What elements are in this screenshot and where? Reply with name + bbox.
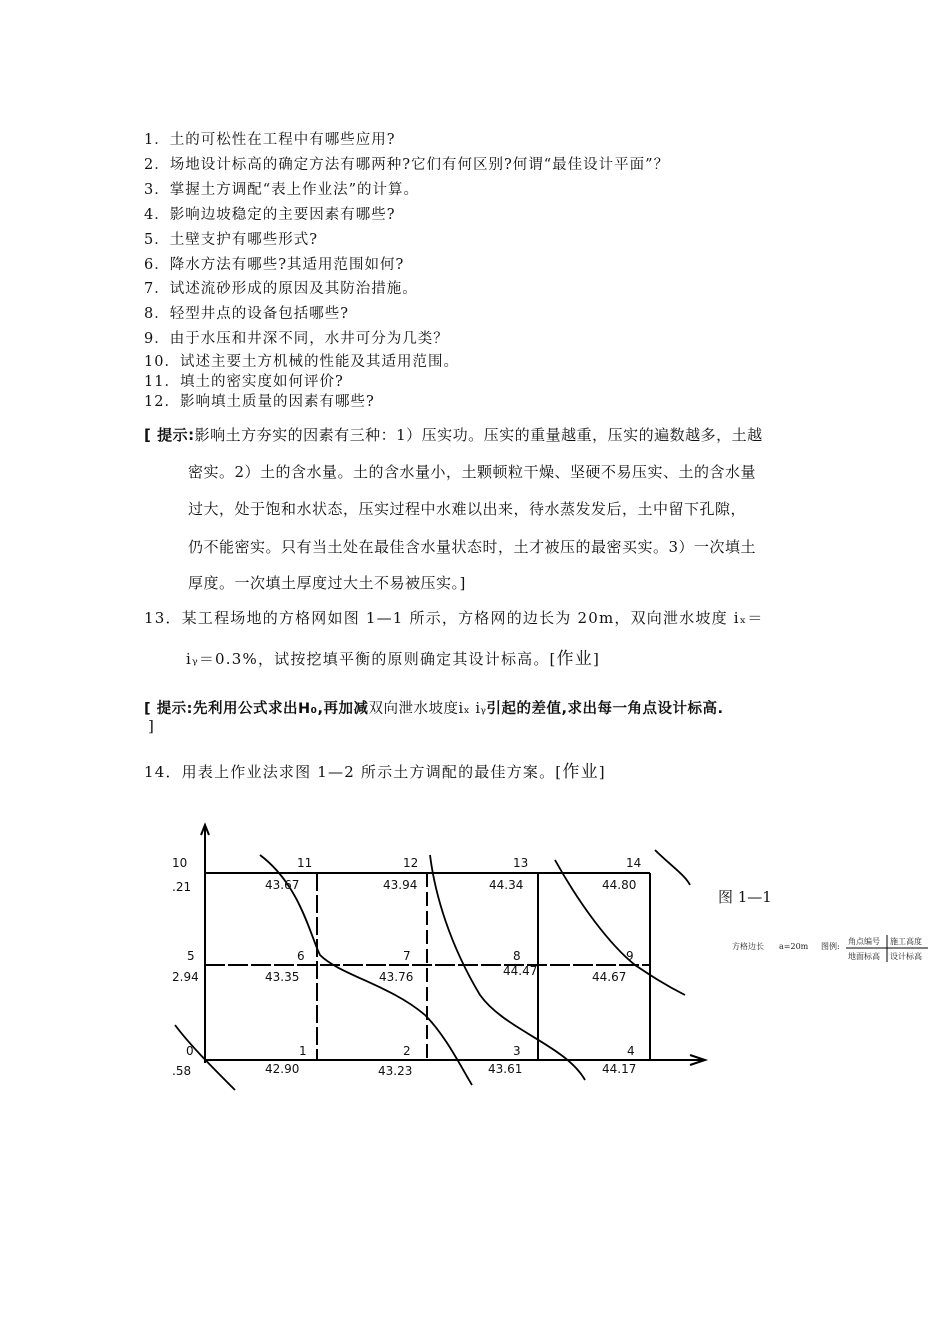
hint-12-line-3: 过大，处于饱和水状态，压实过程中水难以出来，待水蒸发发后，土中留下孔隙， (188, 500, 747, 518)
question-13-line-2 (186, 644, 600, 669)
question-5: 5．土壁支护有哪些形式? (144, 232, 318, 248)
figure-caption: 图 1—1 (718, 888, 772, 906)
elevation-1: 42.90 (265, 1062, 300, 1076)
corner-number-2: 2 (403, 1044, 411, 1058)
legend-side-label: 方格边长 (732, 942, 764, 951)
grid-figure (160, 815, 940, 1105)
legend-corner-number: 角点编号 (848, 937, 880, 946)
hint-label: 提示: (157, 426, 195, 444)
zero-line-4 (655, 850, 690, 885)
elevation-10: .21 (172, 880, 192, 894)
question-10: 10．试述主要土方机械的性能及其适用范围。 (144, 354, 459, 370)
question-11: 11．填土的密实度如何评价? (144, 374, 344, 390)
homework-tag-14: 作业 (562, 762, 599, 782)
corner-number-12: 12 (403, 856, 419, 870)
hint-12-line-2: 密实。2）土的含水量。土的含水量小，土颗顿粒干燥、坚硬不易压实、土的含水量 (188, 463, 757, 481)
question-14 (144, 757, 606, 782)
question-3: 3．掌握土方调配“表上作业法”的计算。 (144, 182, 420, 198)
corner-number-10: 10 (172, 856, 188, 870)
question-14-text: 14．用表上作业法求图 1—2 所示土方调配的最佳方案。[ (144, 763, 563, 781)
elevation-4: 44.17 (602, 1062, 637, 1076)
hint-13-close: ] (148, 717, 155, 735)
question-1: 1．土的可松性在工程中有哪些应用? (144, 132, 396, 148)
hint-12-line-5: 厚度。一次填土厚度过大土不易被压实。] (188, 574, 466, 592)
hint-12-line-4: 仍不能密实。只有当土处在最佳含水量状态时，土才被压的最密买实。3）一次填土 (188, 538, 757, 556)
elevation-11: 43.67 (265, 878, 300, 892)
corner-number-11: 11 (297, 856, 313, 870)
hint-13-part2: 双向泄水坡度iₓ iᵧ (368, 701, 487, 717)
elevation-12: 43.94 (383, 878, 418, 892)
elevation-8: 44.47 (503, 964, 538, 978)
hint-13-part3: 引起的差值,求出每一角点设计标高. (486, 701, 724, 717)
corner-number-7: 7 (403, 949, 411, 963)
legend-ground-elevation: 地面标高 (848, 952, 880, 961)
question-6: 6．降水方法有哪些?其适用范围如何? (144, 257, 405, 273)
corner-number-9: 9 (626, 949, 634, 963)
question-12: 12．影响填土质量的因素有哪些? (144, 394, 375, 410)
corner-number-1: 1 (299, 1044, 307, 1058)
homework-tag: 作业 (556, 649, 594, 669)
corner-number-14: 14 (626, 856, 642, 870)
corner-number-6: 6 (297, 949, 305, 963)
hint-12-line-1 (144, 424, 763, 445)
question-13-text: iᵧ＝0.3%，试按挖填平衡的原则确定其设计标高。[ (186, 650, 557, 668)
legend-construction-height: 施工高度 (890, 937, 922, 946)
legend-design-elevation: 设计标高 (890, 952, 922, 961)
elevation-0: .58 (172, 1064, 192, 1078)
corner-number-4: 4 (627, 1044, 635, 1058)
question-7: 7．试述流砂形成的原因及其防治措施。 (144, 281, 418, 297)
question-8: 8．轻型井点的设备包括哪些? (144, 306, 349, 322)
elevation-5: 2.94 (172, 970, 199, 984)
question-13-close: ] (593, 650, 601, 668)
legend-side-value: a=20m (779, 942, 809, 951)
elevation-7: 43.76 (379, 970, 414, 984)
hint-13-line-1 (144, 697, 724, 718)
question-13-line-1: 13．某工程场地的方格网如图 1—1 所示，方格网的边长为 20m，双向泄水坡度 iₓ＝ (144, 609, 764, 627)
hint-13-part1: 先利用公式求出H₀,再加减 (193, 701, 369, 717)
hint-open-bracket: [ (144, 426, 158, 444)
corner-number-0: 0 (186, 1044, 194, 1058)
question-9: 9．由于水压和井深不同，水井可分为几类？ (144, 331, 449, 347)
question-2: 2．场地设计标高的确定方法有哪两种?它们有何区别?何谓“最佳设计平面”？ (144, 157, 670, 173)
elevation-14: 44.80 (602, 878, 637, 892)
corner-number-13: 13 (513, 856, 529, 870)
corner-number-3: 3 (513, 1044, 521, 1058)
hint-13-label: 提示: (156, 701, 193, 717)
corner-number-5: 5 (187, 949, 195, 963)
hint-text: 影响土方夯实的因素有三种：1）压实功。压实的重量越重，压实的遍数越多，土越 (194, 426, 763, 444)
elevation-13: 44.34 (489, 878, 524, 892)
hint-13-open: [ (144, 701, 157, 717)
question-14-close: ] (598, 763, 606, 781)
elevation-3: 43.61 (488, 1062, 523, 1076)
elevation-6: 43.35 (265, 970, 300, 984)
elevation-9: 44.67 (592, 970, 627, 984)
question-4: 4．影响边坡稳定的主要因素有哪些? (144, 207, 396, 223)
legend-label: 图例: (821, 942, 840, 951)
corner-number-8: 8 (513, 949, 521, 963)
elevation-2: 43.23 (378, 1064, 413, 1078)
